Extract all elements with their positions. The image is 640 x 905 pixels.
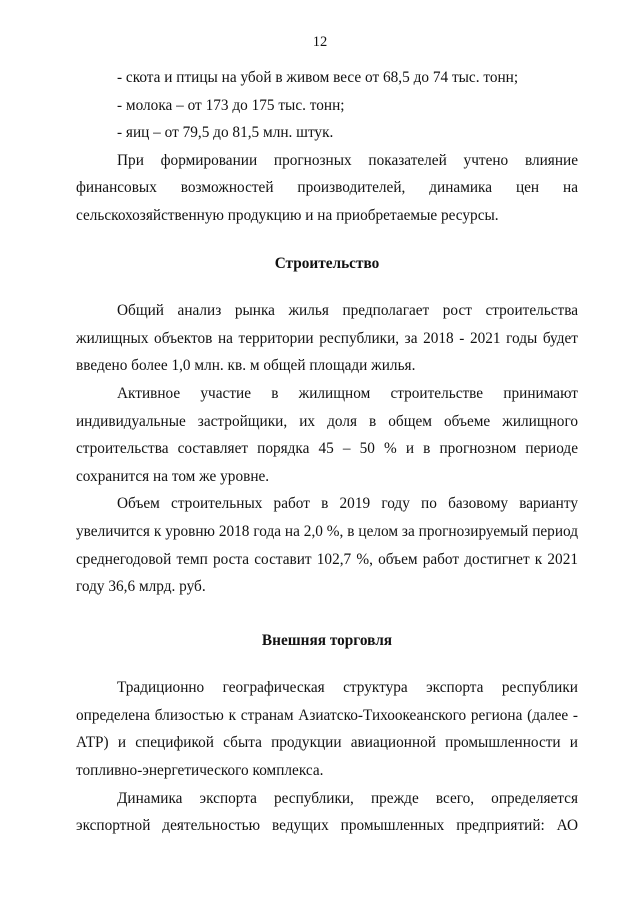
paragraph-line: Активное участие в жилищном строительстве принимают	[117, 384, 578, 402]
paragraph-line: Традиционно географическая структура экспорта республики	[117, 679, 578, 697]
paragraph-line: Общий анализ рынка жилья предполагает рост строительства	[117, 302, 578, 320]
paragraph-line: среднегодовой темп роста составит 102,7 %, объем работ достигнет к 2021	[76, 550, 578, 568]
paragraph-line: При формировании прогнозных показателей учтено влияние	[117, 151, 578, 169]
paragraph-line: Динамика экспорта республики, прежде всего, определяется	[117, 789, 578, 807]
paragraph-line: экспортной деятельностью ведущих промышленных предприятий: АО	[76, 817, 578, 835]
paragraph-line: введено более 1,0 млн. кв. м общей площади жилья.	[76, 357, 416, 375]
paragraph-line: определена близостью к странам Азиатско-Тихоокеанского региона (далее -	[76, 706, 578, 724]
paragraph-line: жилищных объектов на территории республики, за 2018 - 2021 годы будет	[76, 329, 578, 347]
paragraph-line: финансовых возможностей производителей, динамика цен на	[76, 179, 578, 197]
list-item-livestock: - скота и птицы на убой в живом весе от 68,5 до 74 тыс. тонн;	[117, 69, 519, 86]
list-item-milk: - молока – от 173 до 175 тыс. тонн;	[117, 96, 345, 114]
paragraph-line: Объем строительных работ в 2019 году по базовому варианту	[117, 495, 578, 513]
paragraph-line: сельскохозяйственную продукцию и на приобретаемые ресурсы.	[76, 206, 499, 224]
page-content	[76, 64, 578, 840]
paragraph-line: строительства составляет порядка 45 – 50 % и в прогнозном периоде	[76, 440, 578, 458]
paragraph-line: индивидуальные застройщики, их доля в общем объеме жилищного	[76, 412, 578, 430]
paragraph-line: сохранится на том же уровне.	[76, 467, 270, 485]
paragraph-line: АТР) и спецификой сбыта продукции авиационной промышленности и	[76, 734, 578, 752]
page-number: 12	[312, 34, 328, 50]
paragraph-line: топливно-энергетического комплекса.	[76, 762, 324, 780]
paragraph-line: году 36,6 млрд. руб.	[76, 578, 206, 596]
paragraph-line: увеличится к уровню 2018 года на 2,0 %, в целом за прогнозируемый период	[76, 522, 578, 540]
section-heading-foreign-trade: Внешняя торговля	[261, 631, 393, 649]
list-item-eggs: - яиц – от 79,5 до 81,5 млн. штук.	[117, 124, 334, 142]
section-heading-construction: Строительство	[274, 254, 380, 272]
